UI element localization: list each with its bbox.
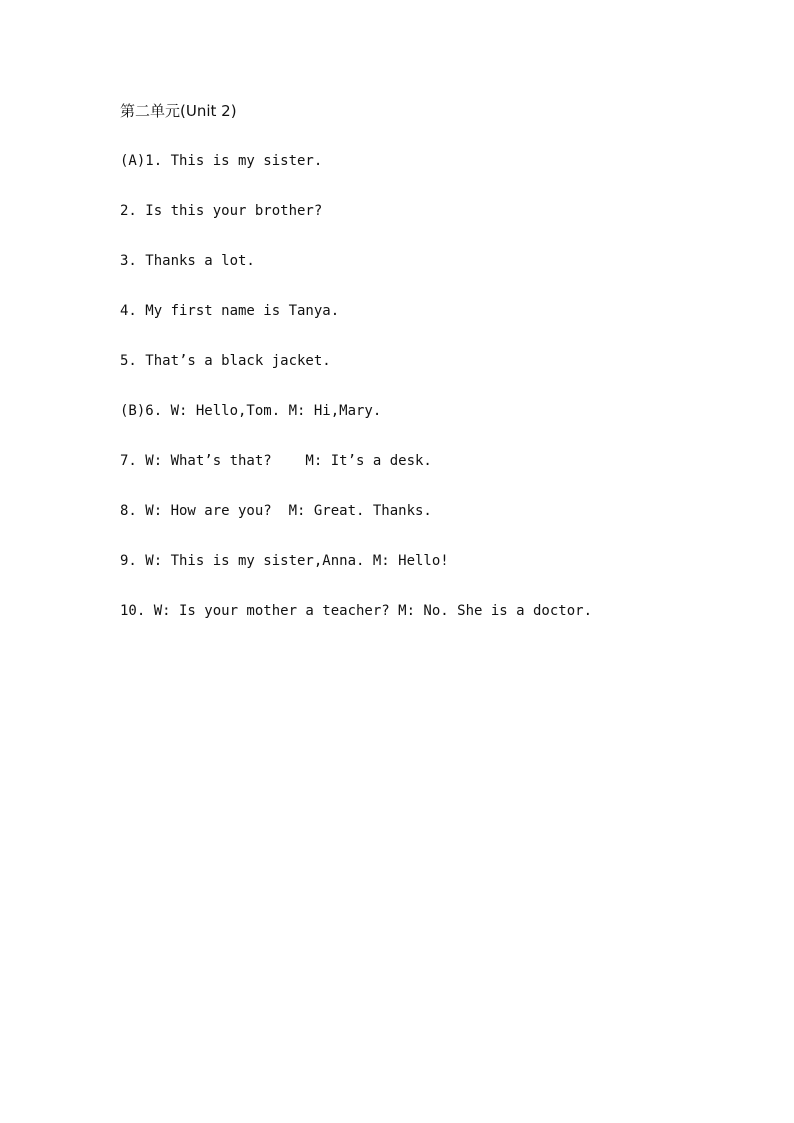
transcript-line-5: 5. That’s a black jacket. xyxy=(120,353,331,369)
transcript-line-2: 2. Is this your brother? xyxy=(120,203,323,219)
transcript-line-4: 4. My first name is Tanya. xyxy=(120,303,340,319)
transcript-line-10: 10. W: Is your mother a teacher? M: No. She is a doctor. xyxy=(120,603,593,619)
transcript-line-8: 8. W: How are you? M: Great. Thanks. xyxy=(120,503,432,519)
transcript-line-6: (B)6. W: Hello,Tom. M: Hi,Mary. xyxy=(120,403,382,419)
unit-title: 第二单元(Unit 2) xyxy=(120,102,237,120)
transcript-line-1: (A)1. This is my sister. xyxy=(120,153,323,169)
transcript-line-7: 7. W: What’s that? M: It’s a desk. xyxy=(120,453,432,469)
transcript-line-9: 9. W: This is my sister,Anna. M: Hello! xyxy=(120,553,449,569)
transcript-line-3: 3. Thanks a lot. xyxy=(120,253,255,269)
document-body xyxy=(120,98,740,648)
